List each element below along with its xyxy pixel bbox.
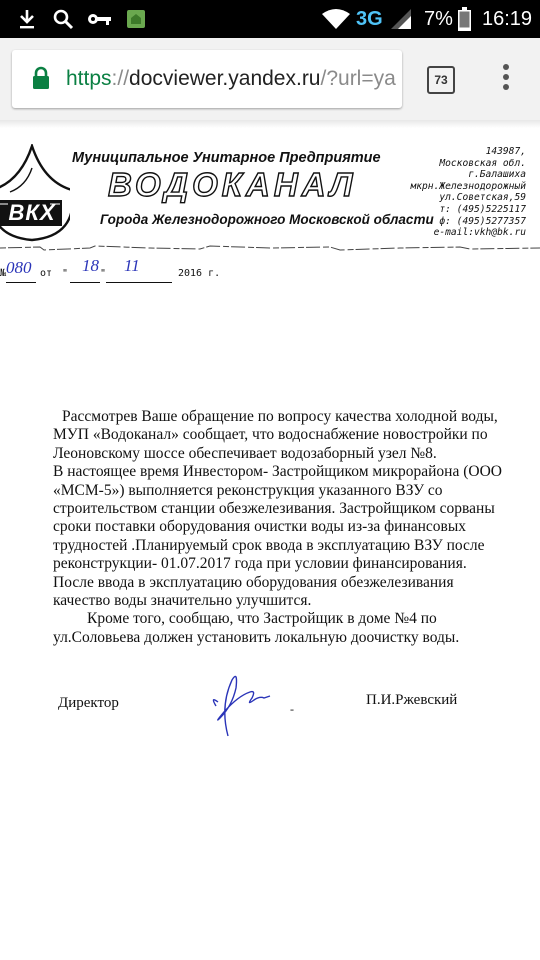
url-text[interactable] (66, 50, 396, 108)
document-top-edge (0, 120, 540, 128)
signal-icon (388, 0, 414, 38)
signature-mark: - (290, 702, 294, 716)
browser-toolbar (0, 38, 540, 120)
address-block (376, 146, 526, 239)
address-line: ул.Советская,59 (439, 192, 526, 204)
org-name: ВОДОКАНАЛ (108, 166, 357, 203)
handwritten-signature (198, 666, 288, 746)
battery-icon (456, 0, 472, 38)
status-bar (0, 0, 540, 38)
url-rest: /?url=ya (320, 67, 396, 90)
search-icon (50, 0, 76, 38)
vkh-logo (0, 144, 70, 244)
paragraph-2: В настоящее время Инвестором- Застройщиком микрорайона (ООО «МСМ-5») выполняется реконструкция указанного ВЗУ со строительством станции обезжелезивания. Застройщиком сорваны сроки поставки оборудования очистки воды из-за финансовых трудностей .Планируемый срок ввода в эксплуатацию ВЗУ после реконструкции- 01.07.2017 года при условии финансирования. После ввода в эксплуатацию оборудования обезжелезивания качество воды значительно улучшится. (53, 463, 502, 610)
key-icon (86, 0, 114, 38)
address-line: г.Балашиха (468, 169, 526, 181)
document-viewer[interactable] (0, 120, 540, 960)
signatory-name: П.И.Ржевский (366, 692, 458, 708)
lock-icon (32, 66, 50, 90)
clock: 16:19 (482, 8, 533, 30)
handwritten-month: 11 (124, 256, 140, 275)
paragraph-3: Кроме того, сообщаю, что Застройщик в доме №4 по ул.Соловьева должен установить локальную доочистку воды. (53, 610, 460, 646)
url-bar[interactable] (12, 50, 402, 108)
address-line: Московская обл. (439, 157, 526, 169)
open-quote: " (62, 268, 69, 279)
url-host: docviewer.yandex.ru (129, 67, 321, 90)
handwritten-number: 080 (6, 258, 32, 277)
url-scheme: https (66, 67, 112, 90)
address-line: мкрн.Железнодорожный (410, 180, 526, 192)
org-line-1: Муниципальное Унитарное Предприятие (72, 150, 381, 166)
wifi-icon (320, 0, 352, 38)
address-line: 143987, (485, 146, 526, 157)
letterhead-divider (0, 244, 540, 252)
reference-line (0, 256, 300, 290)
logo-text: ВКХ (8, 200, 56, 225)
url-separator: :// (111, 67, 130, 90)
handwritten-day: 18 (82, 256, 99, 275)
paragraph-1: Рассмотрев Ваше обращение по вопросу качества холодной воды, МУП «Водоканал» сообщает, что водоснабжение новостройки по Леоновскому шоссе обеспечивает водозаборный узел №8. (53, 408, 498, 462)
network-type: 3G (356, 8, 383, 30)
overflow-menu-icon[interactable] (500, 64, 512, 94)
tab-switcher-button[interactable]: 73 (427, 66, 455, 94)
android-icon (124, 0, 148, 38)
address-line: e-mail:vkh@bk.ru (433, 227, 526, 239)
org-line-3: Города Железнодорожного Московской области (100, 212, 434, 227)
download-icon (14, 0, 40, 38)
letter-body (53, 408, 503, 647)
signatory-title: Директор (58, 695, 119, 711)
number-prefix: № (0, 268, 7, 279)
address-line: т: (495)5225117 (439, 203, 526, 215)
address-line: ф: (495)5277357 (439, 215, 526, 227)
close-quote: " (100, 268, 107, 279)
battery-percent: 7% (424, 8, 453, 30)
year: 2016 г. (178, 268, 221, 279)
from-label: от (40, 268, 53, 279)
